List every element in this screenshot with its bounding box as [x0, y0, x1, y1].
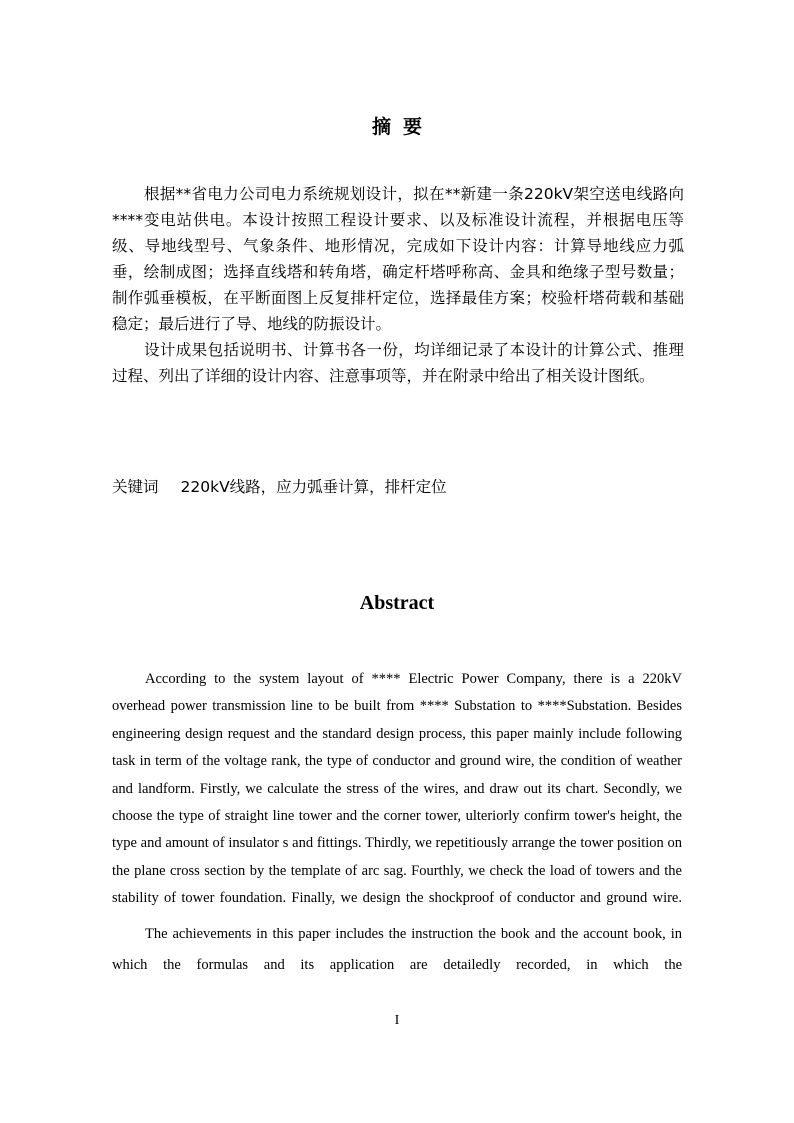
- abstract-cn-paragraph-2: 设计成果包括说明书、计算书各一份，均详细记录了本设计的计算公式、推理过程、列出了详细的设计内容、注意事项等，并在附录中给出了相关设计图纸。: [112, 341, 684, 385]
- abstract-cn-paragraph-1: 根据**省电力公司电力系统规划设计，拟在**新建一条220kV架空送电线路向****变电站供电。本设计按照工程设计要求、以及标准设计流程，并根据电压等级、导地线型号、气象条件、地形情况，完成如下设计内容：计算导地线应力弧垂，绘制成图；选择直线塔和转角塔，确定杆塔呼称高、金具和绝缘子型号数量；制作弧垂模板，在平断面图上反复排杆定位，选择最佳方案；校验杆塔荷载和基础稳定；最后进行了导、地线的防振设计。: [112, 185, 684, 333]
- keywords-label: 关键词: [112, 478, 159, 496]
- page-number: I: [394, 1013, 400, 1028]
- abstract-cn-title: 摘要: [371, 116, 434, 138]
- abstract-en-body: [112, 666, 682, 981]
- abstract-cn-body: [112, 181, 684, 389]
- abstract-en-title: Abstract: [359, 592, 435, 614]
- keywords-line: [112, 474, 447, 500]
- abstract-en-paragraph-2: The achievements in this paper includes the instruction the book and the account book, in which the formulas and its application are detailedly recorded, in which the: [112, 925, 682, 973]
- keywords-text: 220kV线路，应力弧垂计算，排杆定位: [180, 478, 447, 496]
- abstract-en-paragraph-1: According to the system layout of **** Electric Power Company, there is a 220kV overhead power transmission line to be built from **** Substation to ****Substation. Besides engineering design request and the standard design process, this paper mainly include following task in term of the voltage rank, the type of conductor and ground wire, the condition of weather and landform. Firstly, we calculate the stress of the wires, and draw out its chart. Secondly, we choose the type of straight line tower and the corner tower, ulteriorly confirm tower's height, the type and amount of insulator s and fittings. Thirdly, we repetitiously arrange the tower position on the plane cross section by the template of arc sag. Fourthly, we check the load of towers and the stability of tower foundation. Finally, we design the shockproof of conductor and ground wire.: [112, 671, 682, 907]
